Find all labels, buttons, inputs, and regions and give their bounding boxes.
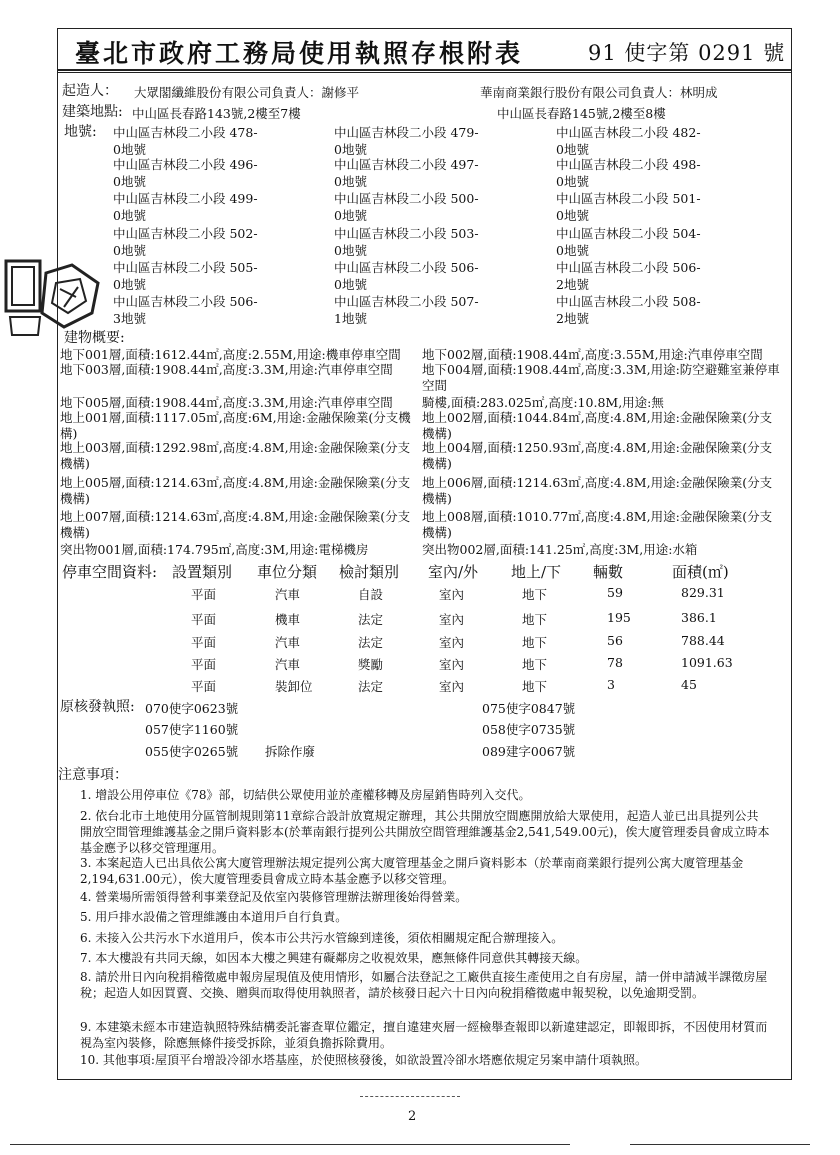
parking-cell: 室內: [439, 635, 465, 650]
note-item: 1. 增設公用停車位《78》部，切結供公眾使用並於產權移轉及房屋銷售時列入交代。: [80, 788, 531, 802]
parking-cell: 室內: [439, 587, 465, 602]
parking-cell: 裝卸位: [275, 679, 313, 694]
parking-cell: 地下: [522, 587, 548, 602]
address-b: 中山區長春路145號,2樓至8樓: [497, 106, 666, 121]
lot-number: 2地號: [556, 277, 589, 292]
parking-cell: 自設: [358, 587, 384, 602]
lot-number: 中山區吉林段二小段 499-: [113, 191, 258, 206]
address-a: 中山區長春路143號,2樓至7樓: [132, 106, 301, 121]
lot-number: 中山區吉林段二小段 482-: [556, 125, 701, 140]
lot-number: 中山區吉林段二小段 506-: [556, 260, 701, 275]
original-permit-a3: 055使字0265號: [145, 744, 239, 759]
building-floor-left: 地上001層,面積:1117.05㎡,高度:6M,用途:金融保險業(分支機: [60, 410, 411, 425]
lot-number: 2地號: [556, 311, 589, 326]
notes-label: 注意事項：: [58, 767, 128, 783]
lot-number: 0地號: [113, 142, 146, 157]
building-floor-right: 地上004層,面積:1250.93㎡,高度:4.8M,用途:金融保險業(分支: [422, 440, 773, 455]
building-floor-right: 地上006層,面積:1214.63㎡,高度:4.8M,用途:金融保險業(分支: [422, 475, 773, 490]
lot-number: 0地號: [113, 208, 146, 223]
building-floor-left: 地下003層,面積:1908.44㎡,高度:3.3M,用途:汽車停車空間: [60, 362, 393, 377]
parking-cell: 45: [681, 677, 697, 692]
building-floor-left: 地下001層,面積:1612.44㎡,高度:2.55M,用途:機車停車空間: [60, 347, 401, 362]
parking-cell: 3: [607, 677, 615, 692]
lot-number: 1地號: [334, 311, 367, 326]
building-floor-left: 地上003層,面積:1292.98㎡,高度:4.8M,用途:金融保險業(分支: [60, 440, 411, 455]
builder-a: 大眾閣纖維股份有限公司負責人：謝修平: [134, 85, 360, 100]
note-item: 10. 其他事項:屋頂平台增設冷卻水塔基座，於使照核發後，如欲設置冷卻水塔應依規定另案申請什項執照。: [80, 1053, 647, 1067]
building-floor-left: 突出物001層,面積:174.795㎡,高度:3M,用途:電梯機房: [60, 542, 369, 557]
lot-number: 3地號: [113, 311, 146, 326]
parking-label: 停車空間資料:: [62, 563, 158, 581]
building-floor-right: 機構): [422, 456, 452, 471]
footer-divider: [360, 1096, 460, 1097]
lot-number: 0地號: [113, 277, 146, 292]
building-floor-left: 地下005層,面積:1908.44㎡,高度:3.3M,用途:汽車停車空間: [60, 395, 393, 410]
building-floor-right: 突出物002層,面積:141.25㎡,高度:3M,用途:水箱: [422, 542, 698, 557]
lot-number: 中山區吉林段二小段 478-: [113, 125, 258, 140]
parking-cell: 59: [607, 585, 623, 600]
lot-number: 中山區吉林段二小段 479-: [334, 125, 479, 140]
parking-cell: 78: [607, 655, 623, 670]
original-permit-b2: 058使字0735號: [482, 722, 576, 737]
lot-number: 中山區吉林段二小段 496-: [113, 157, 258, 172]
parking-cell: 1091.63: [681, 655, 733, 670]
builder-label: 起造人：: [62, 83, 118, 99]
lots-label: 地號:: [64, 124, 97, 140]
parking-header: 面積(㎡): [672, 563, 729, 581]
bottom-rule-left: [10, 1144, 570, 1145]
parking-cell: 386.1: [681, 610, 717, 625]
parking-header: 地上/下: [511, 563, 562, 581]
building-floor-right: 機構): [422, 525, 452, 540]
parking-cell: 法定: [358, 679, 384, 694]
parking-cell: 獎勵: [358, 657, 384, 672]
building-floor-right: 地下002層,面積:1908.44㎡,高度:3.55M,用途:汽車停車空間: [422, 347, 763, 362]
note-item: 7. 本大樓設有共同天線，如因本大樓之興建有礙鄰房之收視效果，應無條件同意供其轉接天線。: [80, 951, 588, 965]
parking-cell: 機車: [275, 612, 301, 627]
original-permit-a1: 070使字0623號: [145, 701, 239, 716]
lot-number: 0地號: [334, 142, 367, 157]
parking-header: 檢討類別: [339, 563, 400, 581]
parking-cell: 法定: [358, 612, 384, 627]
lot-number: 中山區吉林段二小段 507-: [334, 294, 479, 309]
parking-cell: 56: [607, 633, 623, 648]
lot-number: 中山區吉林段二小段 505-: [113, 260, 258, 275]
lot-number: 0地號: [113, 243, 146, 258]
original-permit-b3: 089建字0067號: [482, 744, 576, 759]
parking-cell: 汽車: [275, 657, 301, 672]
note-item: 4. 營業場所需領得營利事業登記及依室內裝修管理辦法辦理後始得營業。: [80, 890, 468, 904]
parking-cell: 788.44: [681, 633, 725, 648]
building-floor-right: 地上002層,面積:1044.84㎡,高度:4.8M,用途:金融保險業(分支: [422, 410, 773, 425]
header-divider-thin: [57, 72, 792, 73]
building-floor-right: 地下004層,面積:1908.44㎡,高度:3.3M,用途:防空避難室兼停車: [422, 362, 780, 377]
parking-header: 輛數: [593, 563, 624, 581]
parking-header: 設置類別: [172, 563, 233, 581]
parking-cell: 195: [607, 610, 631, 625]
lot-number: 0地號: [556, 208, 589, 223]
lot-number: 0地號: [334, 208, 367, 223]
building-floor-left: 機構): [60, 525, 90, 540]
official-seal-stamp: [2, 253, 102, 339]
parking-cell: 地下: [522, 657, 548, 672]
building-floor-left: 地上005層,面積:1214.63㎡,高度:4.8M,用途:金融保險業(分支: [60, 475, 411, 490]
lot-number: 中山區吉林段二小段 508-: [556, 294, 701, 309]
parking-cell: 平面: [191, 657, 217, 672]
note-item: 2. 依台北市土地使用分區管制規則第11章綜合設計放寬規定辦理，其公共開放空間應開放給大眾使用，起造人並已出具提列公共開放空間管理維護基金之開戶資料影本(於華南銀行提列公共開放空間管理維護基金2,541,549.00元)，俟大廈管理委員會成立時本基金應予以移交管理運用。: [80, 809, 770, 855]
note-item: 3. 本案起造人已出具依公寓大廈管理辦法規定提列公寓大廈管理基金之開戶資料影本（於華南商業銀行提列公寓大廈管理基金2,194,631.00元），俟大廈管理委員會成立時本基金應予以移交管理。: [80, 856, 744, 886]
parking-header: 室內/外: [428, 563, 479, 581]
parking-cell: 室內: [439, 657, 465, 672]
parking-cell: 829.31: [681, 585, 725, 600]
note-item: 5. 用戶排水設備之管理維護由本道用戶自行負責。: [80, 910, 348, 924]
lot-number: 0地號: [334, 277, 367, 292]
parking-cell: 汽車: [275, 587, 301, 602]
parking-cell: 室內: [439, 612, 465, 627]
original-permit-a2: 057使字1160號: [145, 722, 239, 737]
lot-number: 0地號: [556, 243, 589, 258]
lot-number: 中山區吉林段二小段 503-: [334, 226, 479, 241]
building-floor-right: 機構): [422, 426, 452, 441]
original-permits-label: 原核發執照:: [60, 699, 135, 715]
page-number: 2: [408, 1109, 417, 1124]
builder-b: 華南商業銀行股份有限公司負責人：林明成: [480, 85, 718, 100]
lot-number: 中山區吉林段二小段 498-: [556, 157, 701, 172]
building-floor-left: 構): [60, 426, 78, 441]
address-label: 建築地點:: [62, 104, 123, 120]
parking-cell: 地下: [522, 679, 548, 694]
lot-number: 中山區吉林段二小段 504-: [556, 226, 701, 241]
lot-number: 0地號: [334, 174, 367, 189]
parking-cell: 平面: [191, 679, 217, 694]
building-floor-left: 機構): [60, 456, 90, 471]
lot-number: 0地號: [556, 174, 589, 189]
building-floor-right: 騎樓,面積:283.025㎡,高度:10.8M,用途:無: [422, 395, 664, 410]
parking-cell: 平面: [191, 587, 217, 602]
original-permit-b1: 075使字0847號: [482, 701, 576, 716]
lot-number: 中山區吉林段二小段 502-: [113, 226, 258, 241]
building-floor-left: 地上007層,面積:1214.63㎡,高度:4.8M,用途:金融保險業(分支: [60, 509, 411, 524]
parking-header: 車位分類: [257, 563, 318, 581]
parking-cell: 法定: [358, 635, 384, 650]
note-item: 8. 請於卅日內向稅捐稽徵處申報房屋現值及使用情形，如屬合法登記之工廠供直接生產使用之自有房屋，請一併申請減半課徵房屋稅；起造人如因買賣、交換、贈與而取得使用執照者，請於核發日起六十日內向稅捐稽徵處申報契稅，以免逾期受罰。: [80, 970, 768, 1000]
lot-number: 0地號: [113, 174, 146, 189]
building-floor-right: 地上008層,面積:1010.77㎡,高度:4.8M,用途:金融保險業(分支: [422, 509, 773, 524]
lot-number: 中山區吉林段二小段 500-: [334, 191, 479, 206]
parking-cell: 室內: [439, 679, 465, 694]
parking-cell: 地下: [522, 635, 548, 650]
parking-cell: 平面: [191, 612, 217, 627]
bottom-rule-right: [630, 1144, 810, 1145]
lot-number: 中山區吉林段二小段 506-: [334, 260, 479, 275]
building-label: 建物概要:: [64, 330, 125, 346]
lot-number: 0地號: [556, 142, 589, 157]
original-permit-a3-note: 拆除作廢: [265, 744, 316, 759]
lot-number: 中山區吉林段二小段 497-: [334, 157, 479, 172]
building-floor-right: 空間: [422, 378, 448, 393]
parking-cell: 汽車: [275, 635, 301, 650]
lot-number: 中山區吉林段二小段 506-: [113, 294, 258, 309]
note-item: 9. 本建築未經本市建造執照特殊結構委託審查單位鑑定，擅自違建夾層一經檢舉查報即以新違建認定，即報即拆，不因使用材質而視為室內裝修，除應無條件接受拆除，並須負擔拆除費用。: [80, 1020, 768, 1050]
lot-number: 0地號: [334, 243, 367, 258]
parking-cell: 地下: [522, 612, 548, 627]
note-item: 6. 未接入公共污水下水道用戶，俟本市公共污水管線到達後，須依相關規定配合辦理接入。: [80, 931, 564, 945]
parking-cell: 平面: [191, 635, 217, 650]
building-floor-right: 機構): [422, 491, 452, 506]
permit-number: 91 使字第 0291 號: [588, 41, 786, 65]
document-title: 臺北市政府工務局使用執照存根附表: [75, 39, 524, 68]
lot-number: 中山區吉林段二小段 501-: [556, 191, 701, 206]
building-floor-left: 機構): [60, 491, 90, 506]
